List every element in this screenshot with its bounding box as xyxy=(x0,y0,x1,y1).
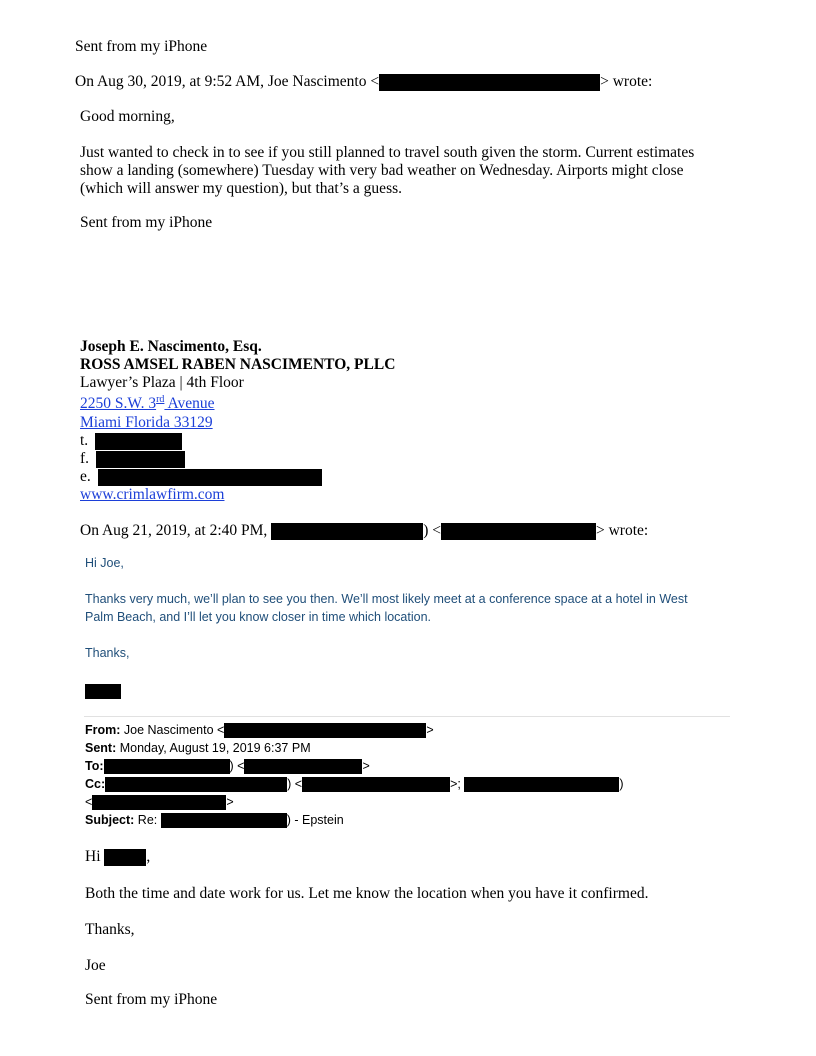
closing: Thanks, xyxy=(85,921,135,938)
greeting: Good morning, xyxy=(80,108,175,125)
cc-label: Cc: xyxy=(85,777,106,791)
sent-label: Sent: xyxy=(85,741,117,755)
address-street[interactable]: 2250 S.W. 3 xyxy=(80,395,157,412)
address-link[interactable] xyxy=(80,395,215,413)
to-mid: ) < xyxy=(229,759,245,773)
redaction xyxy=(85,684,121,699)
phone-label: t. xyxy=(80,432,89,449)
redaction xyxy=(98,469,322,486)
email-label: e. xyxy=(80,468,91,485)
signature-building: Lawyer’s Plaza | 4th Floor xyxy=(80,374,244,391)
cc-mid: ) < xyxy=(287,777,303,791)
greeting-suffix: , xyxy=(146,848,151,865)
subject-suffix: ) - Epstein xyxy=(286,813,344,827)
from-line xyxy=(85,721,434,739)
subject-prefix: Re: xyxy=(137,813,158,827)
city-link[interactable]: Miami Florida 33129 xyxy=(80,414,213,431)
greeting-prefix: Hi xyxy=(85,848,101,865)
redaction xyxy=(224,723,426,738)
redaction xyxy=(104,849,146,866)
fax-label: f. xyxy=(80,450,90,467)
quote-header-1 xyxy=(75,73,652,91)
cc-close: ) xyxy=(619,777,624,791)
from-value: Joe Nascimento < xyxy=(123,723,225,737)
quote-header-2 xyxy=(80,522,648,540)
subject-line xyxy=(85,811,344,829)
cc-sep: >; xyxy=(450,777,461,791)
quote-header-prefix: On Aug 30, 2019, at 9:52 AM, Joe Nascimento < xyxy=(75,73,380,90)
email-line xyxy=(80,468,322,486)
redaction xyxy=(464,777,619,792)
cc-line xyxy=(85,775,624,793)
quote-header-suffix: > wrote: xyxy=(600,73,653,90)
fax-line xyxy=(80,450,185,468)
greeting xyxy=(85,848,150,866)
from-close: > xyxy=(426,723,434,737)
greeting: Hi Joe, xyxy=(85,556,124,570)
redaction xyxy=(271,523,423,540)
redaction xyxy=(105,777,287,792)
address-suffix[interactable]: rd xyxy=(156,393,165,405)
signature-firm: ROSS AMSEL RABEN NASCIMENTO, PLLC xyxy=(80,356,396,373)
sent-from-line: Sent from my iPhone xyxy=(85,991,218,1008)
to-label: To: xyxy=(85,759,104,773)
closing: Thanks, xyxy=(85,646,130,660)
redaction xyxy=(379,74,600,91)
redaction xyxy=(104,759,230,774)
quote-header-prefix: On Aug 21, 2019, at 2:40 PM, xyxy=(80,522,268,539)
redaction xyxy=(95,433,182,450)
quote-header-mid: ) < xyxy=(423,522,441,539)
to-line xyxy=(85,757,370,775)
redaction xyxy=(161,813,287,828)
body-line: Just wanted to check in to see if you still planned to travel south given the storm. Current estimates xyxy=(80,144,695,161)
sent-value: Monday, August 19, 2019 6:37 PM xyxy=(119,741,311,755)
phone-line xyxy=(80,432,182,450)
redaction xyxy=(96,451,185,468)
cc2-close: > xyxy=(226,795,234,809)
sender-signature xyxy=(85,682,121,700)
body-line: Both the time and date work for us. Let me know the location when you have it confirmed. xyxy=(85,885,649,902)
sent-from-line: Sent from my iPhone xyxy=(80,214,213,231)
body-line: Palm Beach, and I’ll let you know closer in time which location. xyxy=(85,610,431,624)
signature-name: Joseph E. Nascimento, Esq. xyxy=(80,338,262,355)
redaction xyxy=(92,795,226,810)
sent-line xyxy=(85,739,311,757)
redaction xyxy=(302,777,450,792)
address-avenue[interactable]: Avenue xyxy=(164,395,215,412)
subject-label: Subject: xyxy=(85,813,135,827)
cc-line-2 xyxy=(85,793,234,811)
quote-header-suffix: > wrote: xyxy=(595,522,649,539)
body-line: Thanks very much, we’ll plan to see you then. We’ll most likely meet at a conference space at a hotel in West xyxy=(85,592,688,606)
website-link[interactable]: www.crimlawfirm.com xyxy=(80,486,225,503)
redaction xyxy=(441,523,596,540)
redaction xyxy=(244,759,362,774)
sent-from-line: Sent from my iPhone xyxy=(75,38,208,55)
body-line: show a landing (somewhere) Tuesday with very bad weather on Wednesday. Airports might close xyxy=(80,162,684,179)
cc2-open: < xyxy=(85,795,93,809)
body-line: (which will answer my question), but that’s a guess. xyxy=(80,180,403,197)
divider xyxy=(84,716,730,717)
to-close: > xyxy=(362,759,370,773)
sender-name: Joe xyxy=(85,957,106,974)
from-label: From: xyxy=(85,723,121,737)
